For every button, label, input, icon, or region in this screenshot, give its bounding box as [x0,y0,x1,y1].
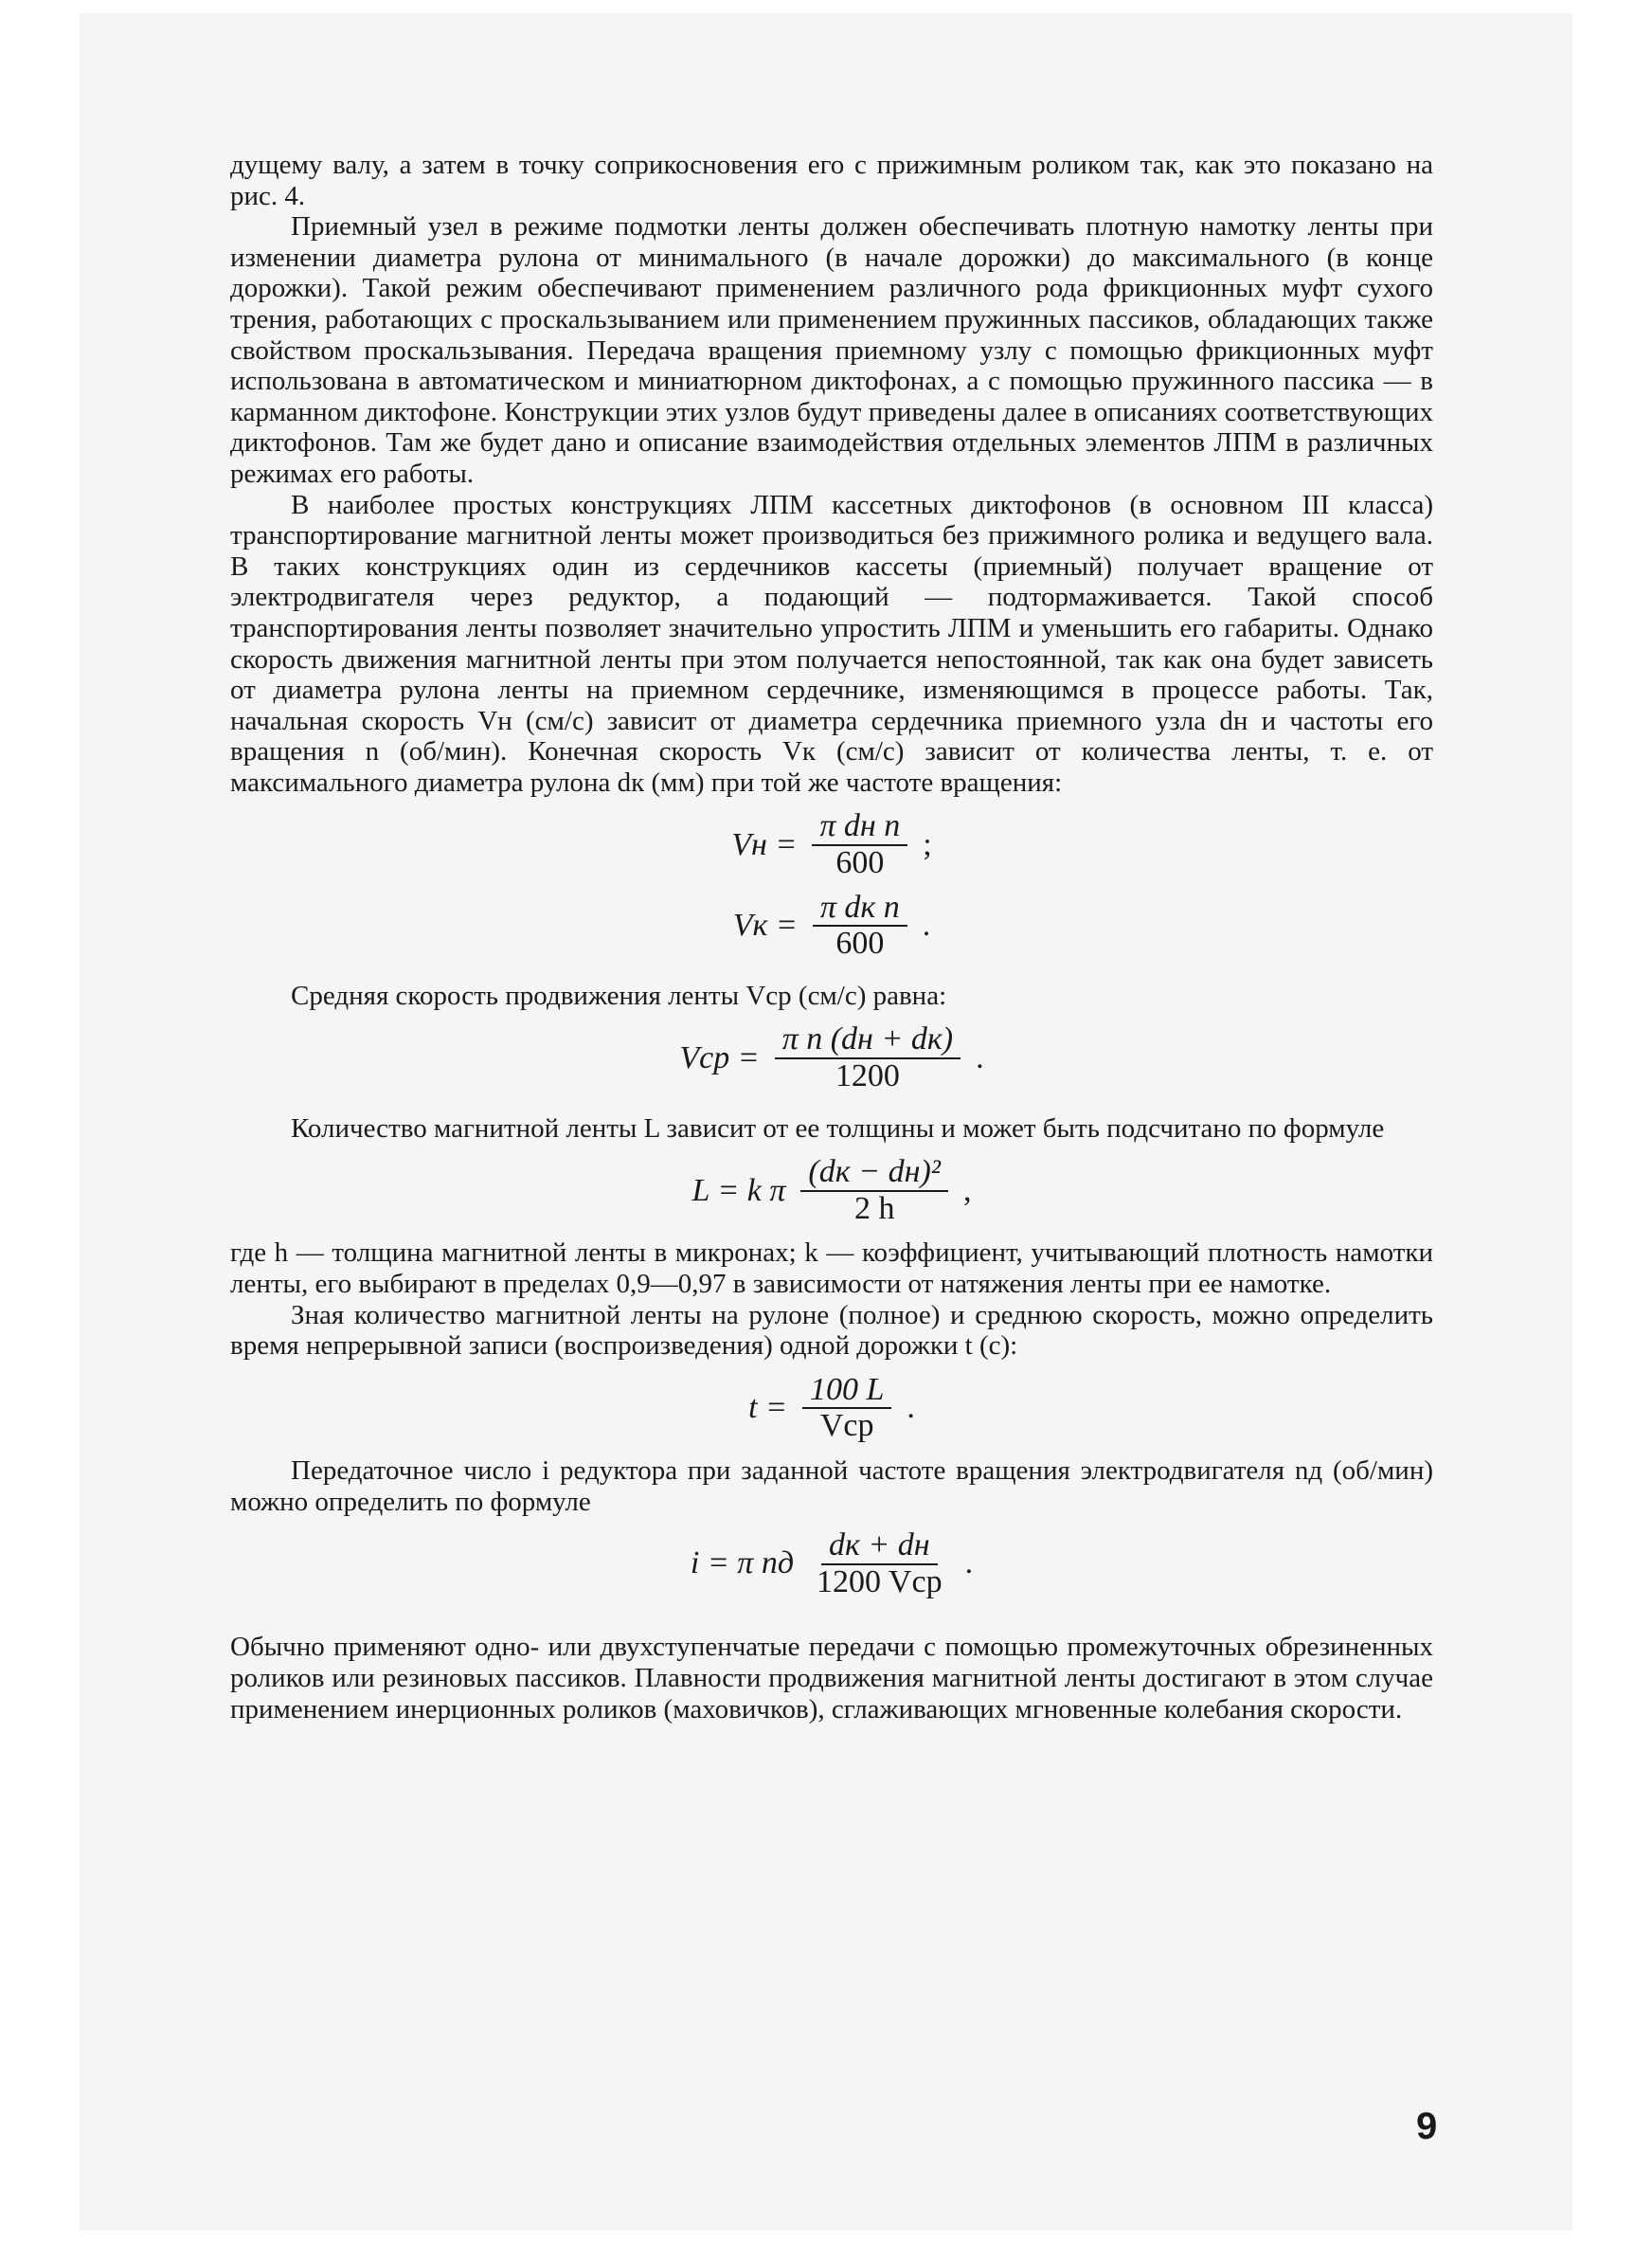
formula-vcp-punct: . [976,1039,984,1075]
paragraph-6: где h — толщина магнитной ленты в микронах; k — коэффициент, учитывающий плотность намотки ленты, его выбирают в пределах 0,9—0,97 в зависимости от натяжения ленты при ее намотке. [230,1237,1433,1299]
paragraph-8: Передаточное число i редуктора при заданной частоте вращения электродвигателя nд (об/мин) можно определить по формуле [230,1454,1433,1517]
formula-vk-lhs: Vк = [732,907,798,943]
formula-l-fraction [800,1154,948,1226]
paragraph-3: В наиболее простых конструкциях ЛПМ кассетных диктофонов (в основном III класса) транспортирование магнитной ленты может производиться без прижимного ролика и ведущего вала. В таких конструкциях один из сердечников кассеты (приемный) получает вращение от электродвигателя через редуктор, а подающий — подтормаживается. Такой способ транспортирования ленты позволяет значительно упростить ЛПМ и уменьшить его габариты. Однако скорость движения магнитной ленты при этом получается непостоянной, так как она будет зависеть от диаметра рулона ленты на приемном сердечнике, изменяющимся в процессе работы. Так, начальная скорость Vн (см/с) зависит от диаметра сердечника приемного узла dн и частоты его вращения n (об/мин). Конечная скорость Vк (см/с) зависит от количества ленты, т. е. от максимального диаметра рулона dк (мм) при той же частоте вращения: [230,489,1433,798]
formula-t-lhs: t = [748,1390,787,1426]
formula-vk-fraction [813,889,907,962]
formula-i-punct: . [964,1545,974,1581]
formula-vcp-fraction [775,1021,961,1094]
formula-i-lhs: i = π nд [690,1545,795,1581]
formula-i-numerator: dк + dн [821,1530,938,1565]
formula-i-denominator: 1200 Vср [817,1563,943,1599]
formula-t-numerator: 100 L [802,1375,891,1410]
paragraph-7: Зная количество магнитной ленты на рулоне (полное) и среднюю скорость, можно определить время непрерывной записи (воспроизведения) одной дорожки t (с): [230,1299,1433,1362]
formula-vk-numerator: π dк n [813,893,907,928]
formula-vn-numerator: π dн n [812,811,907,846]
formula-vn-denominator: 600 [835,845,885,881]
formula-vn-lhs: Vн = [731,826,798,862]
formula-vn [230,808,1433,881]
formula-t-denominator: Vср [819,1408,874,1444]
page-body [230,150,1433,1724]
formula-vcp-denominator: 1200 [835,1058,900,1094]
formula-l [230,1154,1433,1226]
formula-vn-punct: ; [923,826,932,862]
formula-vcp-lhs: Vср = [679,1039,760,1075]
formula-vk-denominator: 600 [835,926,885,962]
formula-vk-punct: . [922,907,931,943]
formula-vcp [230,1021,1433,1094]
formula-l-numerator: (dк − dн)² [800,1157,948,1192]
formula-vcp-numerator: π n (dн + dк) [775,1024,961,1059]
formula-l-denominator: 2 h [853,1190,895,1226]
paragraph-1: дущему валу, а затем в точку соприкосновения его с прижимным роликом так, как это показано на рис. 4. [230,150,1433,211]
paragraph-2: Приемный узел в режиме подмотки ленты должен обеспечивать плотную намотку ленты при изменении диаметра рулона от минимального (в начале дорожки) до максимального (в конце дорожки). Такой режим обеспечивают применением различного рода фрикционных муфт сухого трения, работающих с проскальзыванием или применением пружинных пассиков, обладающих также свойством проскальзывания. Передача вращения приемному узлу с помощью фрикционных муфт использована в автоматическом и миниатюрном диктофонах, а с помощью пружинного пассика — в карманном диктофоне. Конструкции этих узлов будут приведены далее в описаниях соответствующих диктофонов. Там же будет дано и описание взаимодействия отдельных элементов ЛПМ в различных режимах его работы. [230,211,1433,489]
formula-i [230,1527,1433,1599]
paragraph-5: Количество магнитной ленты L зависит от ее толщины и может быть подсчитано по формуле [291,1112,1385,1144]
formula-i-fraction [809,1527,950,1599]
paragraph-4: Средняя скорость продвижения ленты Vср (см/с) равна: [291,980,947,1011]
formula-t [230,1371,1433,1444]
formula-l-lhs: L = k π [691,1172,786,1208]
formula-l-punct: , [962,1172,972,1208]
formula-t-punct: . [907,1390,915,1426]
page-number: 9 [1416,2105,1438,2147]
formula-t-fraction [802,1371,891,1444]
formula-vn-fraction [812,808,907,881]
formula-vk [230,889,1433,962]
paragraph-9: Обычно применяют одно- или двухступенчатые передачи с помощью промежуточных обрезиненных роликов или резиновых пассиков. Плавности продвижения магнитной ленты достигают в этом случае применением инерционных роликов (маховичков), сглаживающих мгновенные колебания скорости. [230,1632,1433,1724]
